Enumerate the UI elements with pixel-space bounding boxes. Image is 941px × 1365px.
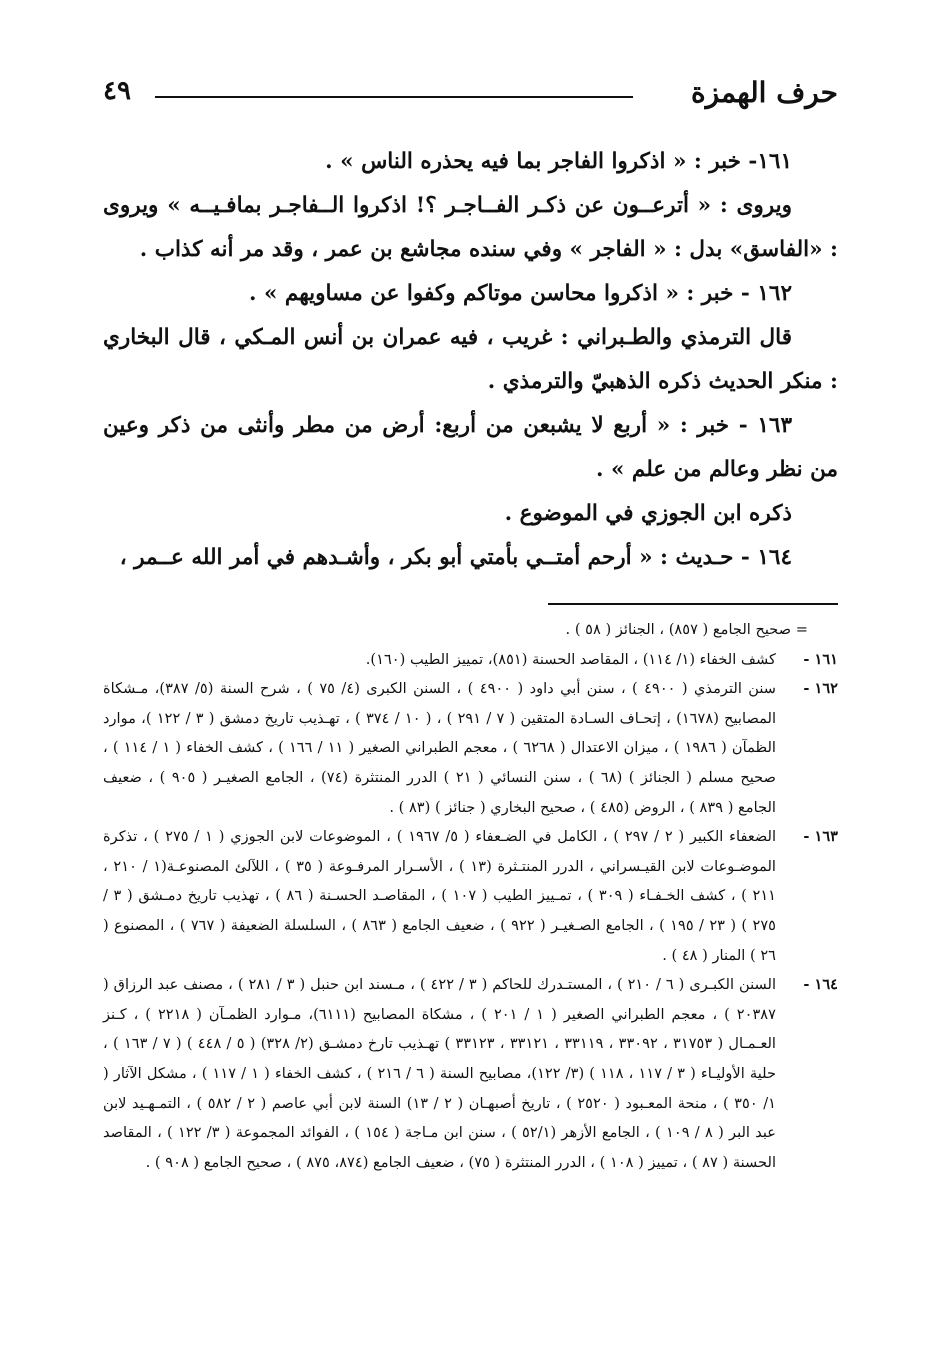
header-rule [155, 96, 633, 98]
main-text [103, 140, 838, 580]
entry-162-note: قال الترمذي والطـبراني : غريب ، فيه عمران بن أنس المـكي ، قال البخاري : منكر الحديث ذكره الذهبيّ والترمذي . [103, 325, 838, 394]
footnote-text: السنن الكبـرى ( ٦ / ٢١٠ ) ، المستـدرك للحاكم ( ٣ / ٤٢٢ ) ، مـسند ابن حنبل ( ٣ / ٢٨١ ) ، مصنف عبد الرزاق ( ٢٠٣٨٧ ) ، معجم الطبراني الصغير ( ١ / ٢٠١ ) ، مشكاة المصابيح (٦١١١)، مـوارد الظمـآن ( ٢٢١٨ ) ، كـنز العـمـال ( ٣١٧٥٣ ، ٣٣٠٩٢ ، ٣٣١١٩ ، ٣٣١٢١ ، ٣٣١٢٣ ) تهـذيب تارخ دمشـق (٢/ ٣٢٨) ( ٥ / ٤٤٨ ) ( ٧ / ١٦٣ ) ، حلية الأوليـاء ( ٣ / ١١٧ ، ١١٨ ) (٣/ ١٢٢)، مصابيح السنة ( ٦ / ٢١٦ ) ، كشف الخفاء ( ١ / ١١٧ ) ، مشكل الآثار ( ١/ ٣٥٠ ) ، منحة المعـبود ( ٢٥٢٠ ) ، تاريخ أصبهـان ( ٢ / ١٣) السنة لابن أبي عاصم ( ٢ / ٥٨٢ ) ، التمـهـيد لابن عبد البر ( ٨ / ١٠٩ ) ، الجامع الأزهر (٥٢/١ ) ، سنن ابن مـاجة ( ١٥٤ ) ، الفوائد المجموعة ( ٣/ ١٢٢ ) ، المقاصد الحسنة ( ٨٧ ) ، تمييز ( ١٠٨ ) ، الدرر المنتثرة ( ٧٥) ، ضعيف الجامع (٨٧٤، ٨٧٥ ) ، صحيح الجامع ( ٩٠٨ ) . [103, 976, 777, 1171]
entry-161: ١٦١- خبر : « اذكروا الفاجر بما فيه يحذره الناس » . [325, 149, 792, 174]
running-title: حرف الهمزة [690, 76, 838, 109]
footnote-number: ١٦١ - [803, 650, 838, 668]
footnote-text: الضعفاء الكبير ( ٢ / ٢٩٧ ) ، الكامل في الضـعفاء ( ٥/ ١٩٦٧ ) ، الموضوعات لابن الجوزي ( ١ / ٢٧٥ ) ، تذكرة الموضـوعات لابن القيـسراني ، الدرر المنتـثرة (١٣ ) ، الأسـرار المرفـوعة ( ٣٥ ) ، اللآلئ المصنوعـة(١ / ٢١٠ ، ٢١١ ) ، كشف الخـفـاء ( ٣٠٩ ) ، تمـييز الطيب ( ١٠٧ ) ، المقاصـد الحسـنة ( ٨٦ ) ، تهذيب تاريخ دمـشق ( ٣ / ٢٧٥ ) ( ٢٣ / ١٩٥ ) ، الجامع الصـغيـر ( ٩٢٢ ) ، ضعيف الجامع ( ٨٦٣ ) ، السلسلة الضعيفة ( ٧٦٧ ) ، المصنوع ( ٢٦ ) المنار ( ٤٨ ) . [103, 828, 777, 964]
footnote-text: سنن الترمذي ( ٤٩٠٠ ) ، سنن أبي داود ( ٤٩٠٠ ) ، السنن الكبرى (٤/ ٧٥ ) ، شرح السنة (٥/ ٣٨٧)، مـشكاة المصابيح (١٦٧٨) ، إتحـاف السـادة المتقين ( ٧ / ٢٩١ ) ، ( ١٠ / ٣٧٤ ) ، تهـذيب تاريخ دمشق ( ٣ / ١٢٢ )، موارد الظمآن ( ١٩٨٦ ) ، ميزان الاعتدال ( ٦٢٦٨ ) ، معجم الطبراني الصغير ( ١١ / ١٦٦ ) ، كشف الخفاء ( ١ / ١١٤ ) ، صحيح مسلم ( الجنائز ) (٦٨ ) ، سنن النسائي ( ٢١ ) الدرر المنتثرة (٧٤) ، الجامع الصغيـر ( ٩٠٥ ) ، ضعيف الجامع ( ٨٣٩ ) ، الروض (٤٨٥ ) ، صحيح البخاري ( جنائز ) (٨٣ ) . [103, 680, 777, 816]
entry-164: ١٦٤ - حـديث : « أرحم أمتــي بأمتي أبو بكر ، وأشـدهم في أمر الله عــمر ، [119, 545, 792, 570]
footnote-161 [103, 645, 838, 675]
footnote-number: ١٦٢ - [803, 680, 838, 698]
footnote-164 [103, 970, 838, 1177]
entry-163: ١٦٣ - خبر : « أربع لا يشبعن من أربع: أرض من مطر وأنثى من ذكر وعين من نظر وعالم من علم » . [103, 413, 838, 482]
entry-161-note: ويروى : « أترعــون عن ذكـر الفــاجـر ؟! اذكروا الــفاجـر بمافـيــه » ويروى : «الفاسق» بدل : « الفاجر » وفي سنده مجاشع بن عمر ، وقد مر أنه كذاب . [103, 193, 838, 262]
footnote-text: كشف الخفاء (١/ ١١٤) ، المقاصد الحسنة (٨٥١)، تمييز الطيب (١٦٠). [365, 650, 776, 668]
footnote-162 [103, 674, 838, 822]
entry-163-note: ذكره ابن الجوزي في الموضوع . [504, 501, 792, 526]
footnote-163 [103, 822, 838, 970]
footnote-number: ١٦٤ - [803, 976, 838, 994]
page-header [103, 70, 838, 120]
footnotes [103, 615, 838, 1177]
footnote-continuation: = صحيح الجامع ( ٨٥٧) ، الجنائز ( ٥٨ ) . [565, 621, 808, 638]
entry-162: ١٦٢ - خبر : « اذكروا محاسن موتاكم وكفوا عن مساويهم » . [249, 281, 792, 306]
footnote-separator [548, 603, 838, 605]
page-number: ٤٩ [103, 76, 131, 106]
footnote-number: ١٦٣ - [803, 828, 838, 846]
